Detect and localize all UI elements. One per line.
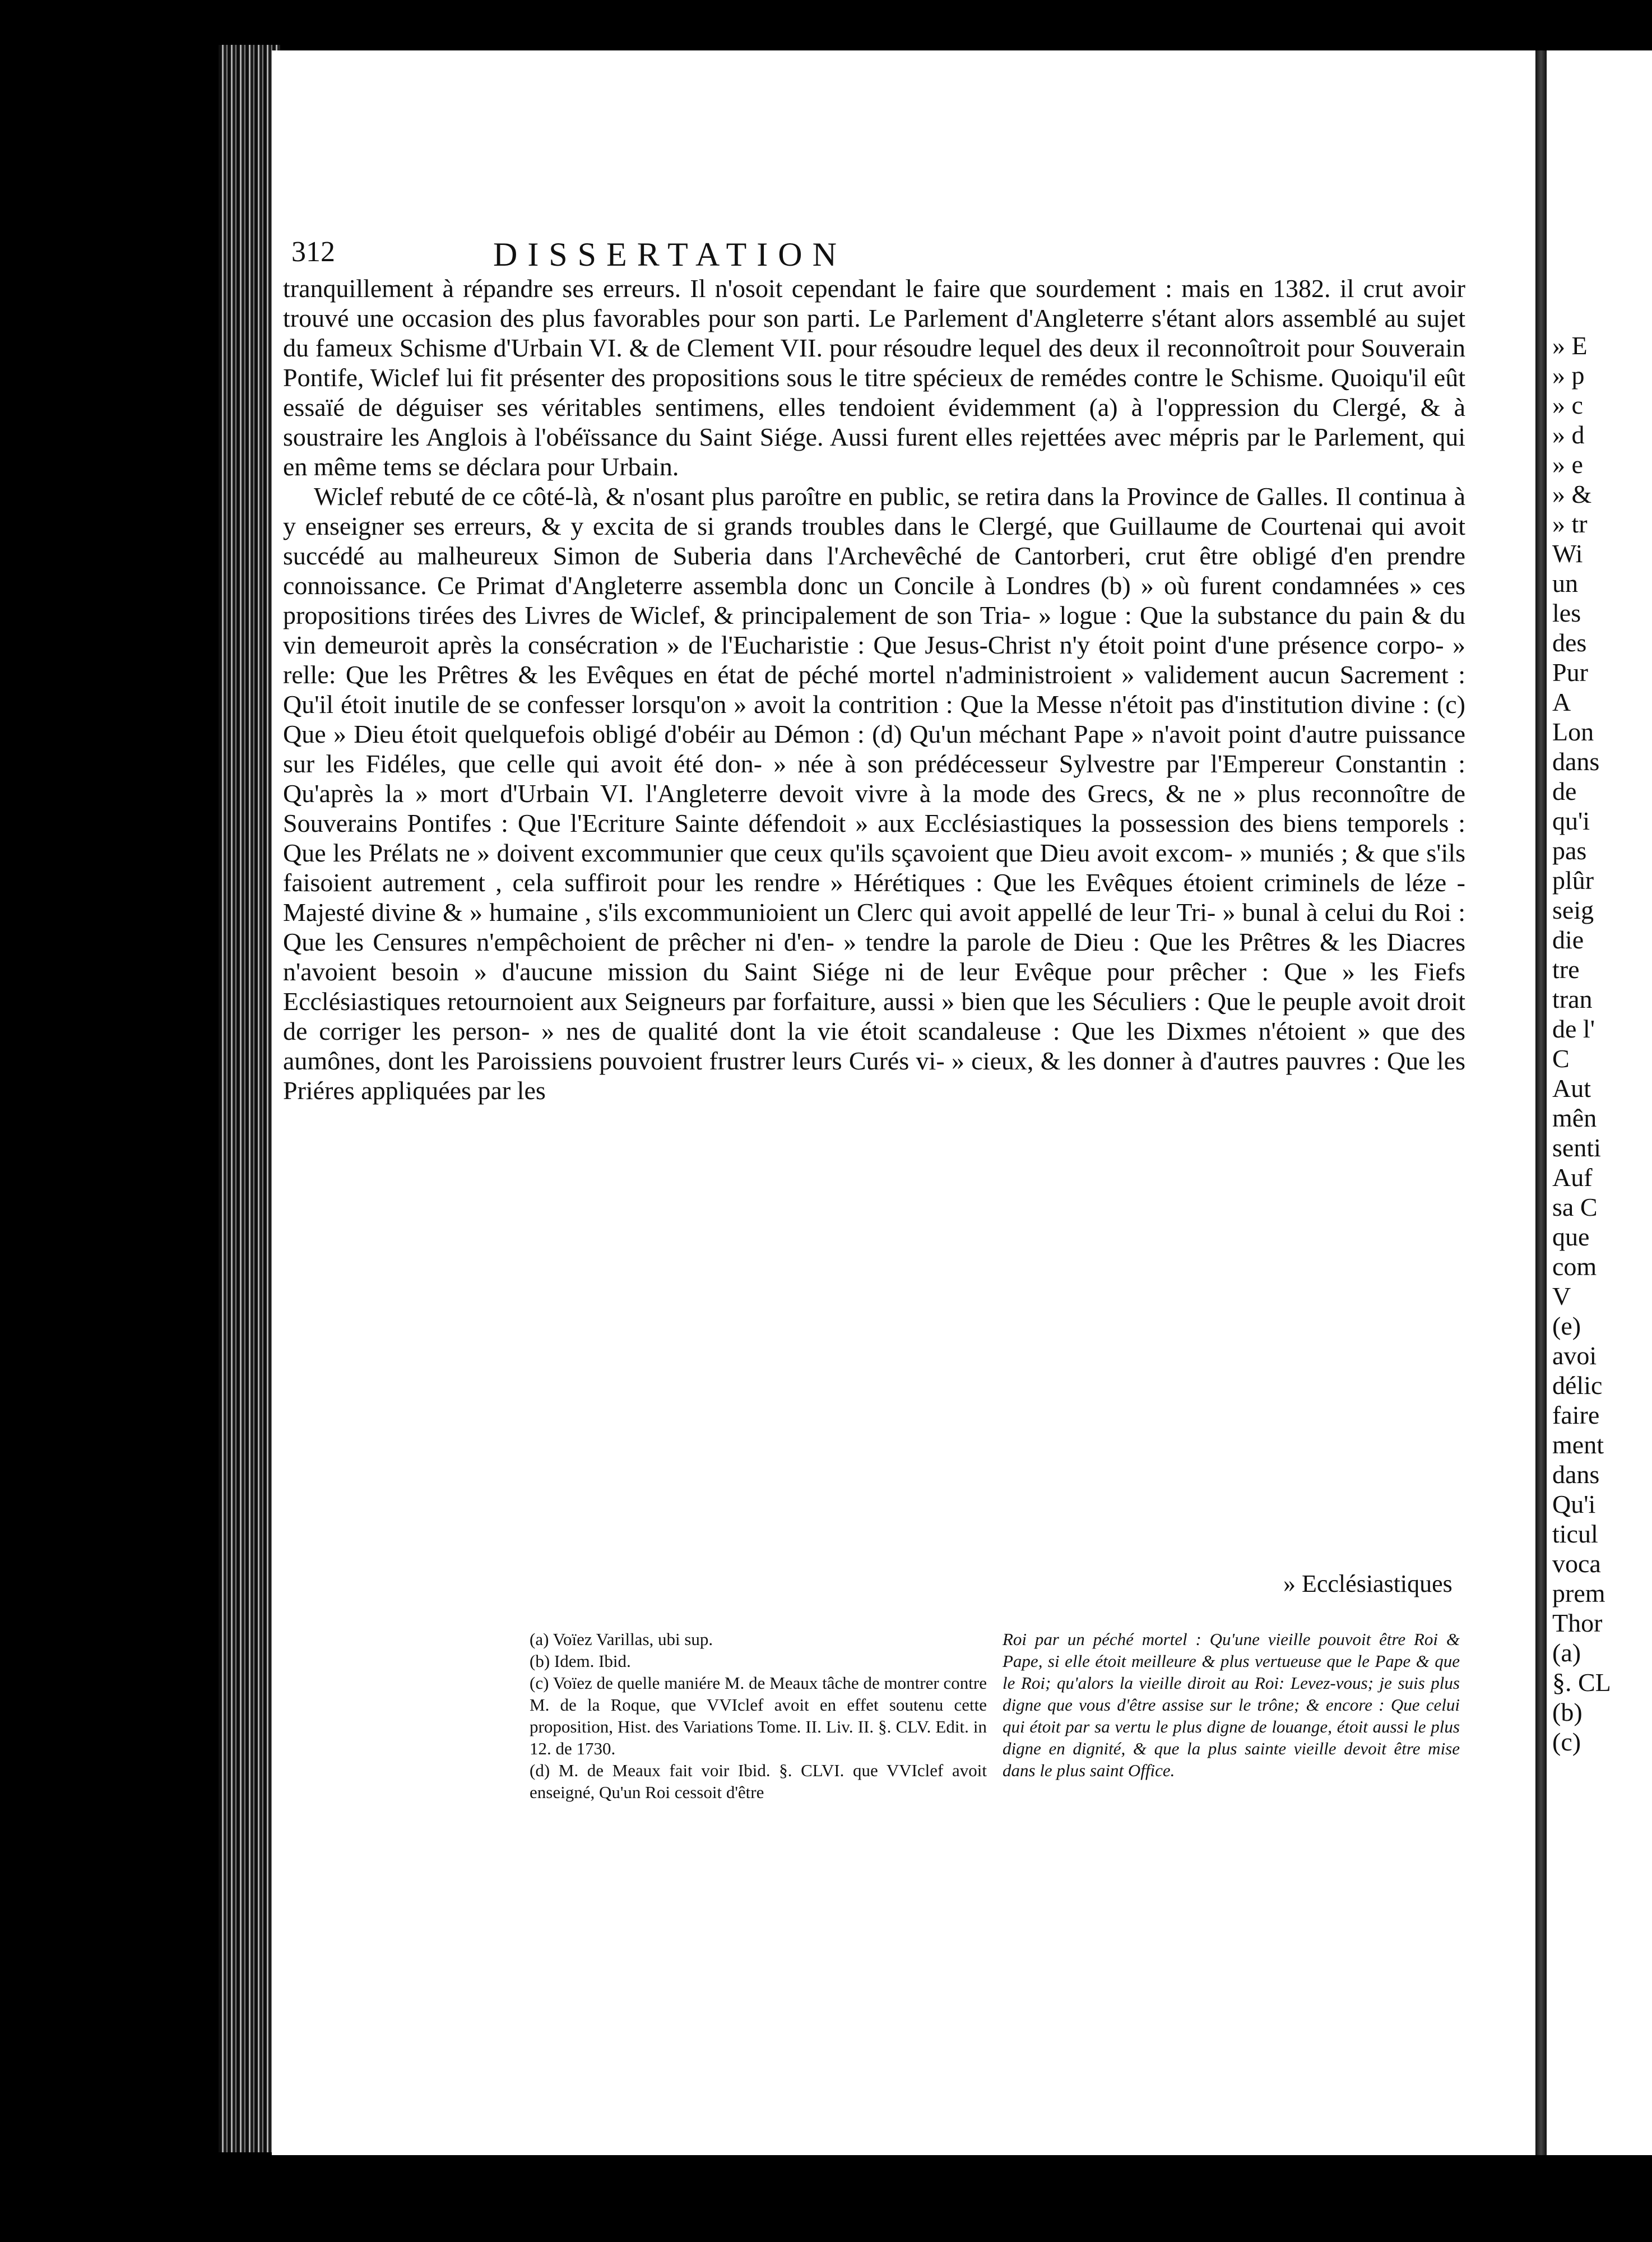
right-page-line: voca xyxy=(1552,1549,1601,1578)
right-page-line: com xyxy=(1552,1252,1597,1281)
book-page-edges xyxy=(219,45,280,2152)
right-page-line: Qu'i xyxy=(1552,1490,1596,1518)
right-page-line: Pur xyxy=(1552,658,1588,687)
right-page-line: ment xyxy=(1552,1430,1604,1459)
right-page-line: » e xyxy=(1552,450,1583,479)
footnotes-left-column xyxy=(530,1628,987,1803)
right-page-line: avoi xyxy=(1552,1341,1597,1370)
right-page-line: dans xyxy=(1552,1460,1600,1489)
right-page-line: faire xyxy=(1552,1401,1600,1429)
page-number: 312 xyxy=(291,236,335,268)
right-page-line: délic xyxy=(1552,1371,1603,1400)
right-page-line: de l' xyxy=(1552,1015,1595,1043)
right-page-line: A xyxy=(1552,688,1571,716)
footnotes xyxy=(530,1628,1460,1803)
footnote: (c) Voïez de quelle maniére M. de Meaux tâche de montrer contre M. de la Roque, que VVIclef avoit en effet soutenu cette proposition, Hist. des Variations Tome. II. Liv. II. §. CLV. Edit. in 12. de 1730. xyxy=(530,1673,987,1758)
right-page-line: de xyxy=(1552,777,1577,805)
right-page-line: prem xyxy=(1552,1579,1605,1608)
right-page-line: qu'i xyxy=(1552,807,1590,835)
paragraph: tranquillement à répandre ses erreurs. Il n'osoit cependant le faire que sourdement : mais en 1382. il crut avoir trouvé une occasion des plus favorables pour son parti. Le Parlement d'Angleterre s'étant alors assemblé au sujet du fameux Schisme d'Urbain VI. & de Clement VII. pour résoudre lequel des deux il reconnoîtroit pour Souverain Pontife, Wiclef lui fit présenter des propositions sous le titre spécieux de remédes contre le Schisme. Quoiqu'il eût essaïé de déguiser ses véritables sentimens, elles tendoient évidemment (a) à l'oppression du Clergé, & à soustraire les Anglois à l'obéïssance du Saint Siége. Aussi furent elles rejettées avec mépris par le Parlement, qui en même tems se déclara pour Urbain. xyxy=(283,274,1465,481)
main-text xyxy=(283,274,1465,1105)
footnote: (b) Idem. Ibid. xyxy=(530,1651,631,1671)
right-page-line: Lon xyxy=(1552,717,1594,746)
right-page-line: Auf xyxy=(1552,1163,1593,1192)
right-page-line: » c xyxy=(1552,391,1583,419)
right-page-line: §. CL xyxy=(1552,1668,1611,1697)
right-page-line: (a) xyxy=(1552,1638,1581,1667)
footnote: Roi par un péché mortel : Qu'une vieille pouvoit être Roi & Pape, si elle étoit meilleure & plus vertueuse que le Pape & que le Roi; qu'alors la vieille diroit au Roi: Levez-vous; je suis plus digne que vous d'être assise sur le trône; & encore : Que celui qui étoit par sa vertu le plus digne de louange, étoit aussi le plus digne en dignité, & que la plus sainte vieille devoit être mise dans le plus saint Office. xyxy=(1003,1629,1460,1780)
page-fold xyxy=(1535,50,1547,2155)
right-page-line: Wi xyxy=(1552,539,1583,568)
paragraph: Wiclef rebuté de ce côté-là, & n'osant plus paroître en public, se retira dans la Province de Galles. Il continua à y enseigner ses erreurs, & y excita de si grands troubles dans le Clergé, que Guillaume de Courtenai qui avoit succédé au malheureux Simon de Suberia dans l'Archevêché de Cantorberi, crut être obligé d'en prendre connoissance. Ce Primat d'Angleterre assembla donc un Concile à Londres (b) » où furent condamnées » ces propositions tirées des Livres de Wiclef, & principalement de son Tria- » logue : Que la substance du pain & du vin demeuroit après la consécration » de l'Eucharistie : Que Jesus-Christ n'y étoit point d'une présence corpo- » relle: Que les Prêtres & les Evêques en état de péché mortel n'administroient » validement aucun Sacrement : Qu'il étoit inutile de se confesser lorsqu'on » avoit la contrition : Que la Messe n'étoit pas d'institution divine : (c) Que » Dieu étoit quelquefois obligé d'obéir au Démon : (d) Qu'un méchant Pape » n'avoit point d'autre puissance sur les Fidéles, que celle qui avoit été don- » née à son prédécesseur Sylvestre par l'Empereur Constantin : Qu'après la » mort d'Urbain VI. l'Angleterre devoit vivre à la mode des Grecs, & ne » plus reconnoître de Souverains Pontifes : Que l'Ecriture Sainte défendoit » aux Ecclésiastiques la possession des biens temporels : Que les Prélats ne » doivent excommunier que ceux qu'ils sçavoient que Dieu avoit excom- » muniés ; & que s'ils faisoient autrement , cela suffiroit pour les rendre » Hérétiques : Que les Evêques étoient criminels de léze - Majesté divine & » humaine , s'ils excommunioient un Clerc qui avoit appellé de leur Tri- » bunal à celui du Roi : Que les Censures n'empêchoient de prêcher ni d'en- » tendre la parole de Dieu : Que les Prêtres & les Diacres n'avoient besoin » d'aucune mission du Saint Siége ni de leur Evêque pour prêcher : Que » les Fiefs Ecclésiastiques retournoient aux Seigneurs par forfaiture, aussi » bien que les Séculiers : Que le peuple avoit droit de corriger les person- » nes de qualité dont la vie étoit scandaleuse : Que les Dixmes n'étoient » que des aumônes, dont les Paroissiens pouvoient frustrer leurs Curés vi- » cieux, & les donner à d'autres pauvres : Que les Priéres appliquées par les xyxy=(283,482,1465,1105)
right-page-line: » d xyxy=(1552,420,1585,449)
right-page-line: (b) xyxy=(1552,1698,1583,1726)
right-page-line: sa C xyxy=(1552,1193,1598,1221)
right-page-line: pas xyxy=(1552,836,1587,865)
right-page-line: ticul xyxy=(1552,1520,1598,1548)
right-page xyxy=(1547,50,1652,2155)
right-page-line: (c) xyxy=(1552,1727,1581,1756)
right-page-line: C xyxy=(1552,1044,1570,1073)
right-page-line: » E xyxy=(1552,331,1588,360)
right-page-line: des xyxy=(1552,628,1587,657)
footnote: (d) M. de Meaux fait voir Ibid. §. CLVI. que VVIclef avoit enseigné, Qu'un Roi cessoit d'être xyxy=(530,1761,987,1802)
right-page-line: V xyxy=(1552,1282,1571,1310)
running-head xyxy=(291,235,1188,275)
catchword: » Ecclésiastiques xyxy=(1283,1570,1453,1597)
right-page-line: plûr xyxy=(1552,866,1594,895)
footnotes-right-column xyxy=(1003,1628,1460,1803)
running-title: DISSERTATION xyxy=(493,236,847,273)
right-page-line: (e) xyxy=(1552,1312,1581,1340)
right-page-line: » tr xyxy=(1552,509,1588,538)
right-page-line: » & xyxy=(1552,480,1592,508)
right-page-text xyxy=(1552,331,1611,1757)
right-page-line: die xyxy=(1552,925,1584,954)
right-page-line: seig xyxy=(1552,896,1594,924)
footnote: (a) Voïez Varillas, ubi sup. xyxy=(530,1629,713,1649)
right-page-line: Thor xyxy=(1552,1609,1603,1637)
right-page-line: les xyxy=(1552,599,1581,627)
right-page-line: un xyxy=(1552,569,1578,597)
right-page-line: Aut xyxy=(1552,1074,1591,1103)
right-page-line: que xyxy=(1552,1222,1590,1251)
right-page-line: senti xyxy=(1552,1133,1601,1162)
right-page-line: » p xyxy=(1552,361,1585,390)
right-page-line: tre xyxy=(1552,955,1580,984)
right-page-line: mên xyxy=(1552,1104,1597,1132)
right-page-line: dans xyxy=(1552,747,1600,776)
right-page-line: tran xyxy=(1552,985,1593,1013)
